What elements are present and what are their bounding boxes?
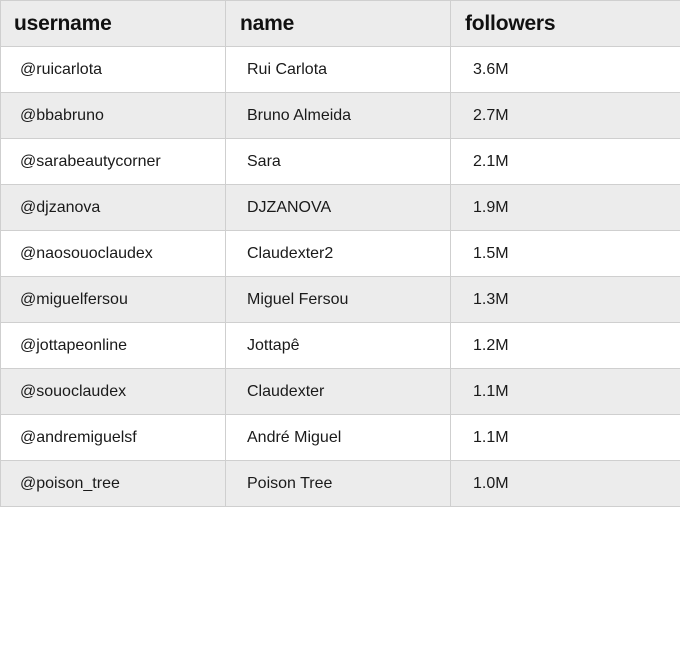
cell-username: @souoclaudex xyxy=(1,369,226,415)
table-row xyxy=(1,139,680,185)
column-header-name: name xyxy=(226,1,451,47)
table-row xyxy=(1,415,680,461)
cell-username: @miguelfersou xyxy=(1,277,226,323)
table-row xyxy=(1,185,680,231)
cell-username: @bbabruno xyxy=(1,93,226,139)
cell-followers: 1.1M xyxy=(451,369,680,415)
cell-followers: 1.9M xyxy=(451,185,680,231)
cell-followers: 1.1M xyxy=(451,415,680,461)
cell-followers: 3.6M xyxy=(451,47,680,93)
table-row xyxy=(1,277,680,323)
cell-name: Bruno Almeida xyxy=(226,93,451,139)
cell-username: @sarabeautycorner xyxy=(1,139,226,185)
column-header-followers: followers xyxy=(451,1,680,47)
cell-name: André Miguel xyxy=(226,415,451,461)
table-row xyxy=(1,461,680,507)
cell-name: Sara xyxy=(226,139,451,185)
cell-name: Poison Tree xyxy=(226,461,451,507)
table-row xyxy=(1,93,680,139)
column-header-username: username xyxy=(1,1,226,47)
table-row xyxy=(1,323,680,369)
cell-username: @naosouoclaudex xyxy=(1,231,226,277)
table-row xyxy=(1,231,680,277)
table-row xyxy=(1,369,680,415)
cell-username: @andremiguelsf xyxy=(1,415,226,461)
header-row xyxy=(1,1,680,47)
cell-followers: 1.2M xyxy=(451,323,680,369)
cell-username: @jottapeonline xyxy=(1,323,226,369)
cell-username: @djzanova xyxy=(1,185,226,231)
cell-followers: 2.7M xyxy=(451,93,680,139)
cell-username: @ruicarlota xyxy=(1,47,226,93)
cell-followers: 1.5M xyxy=(451,231,680,277)
cell-name: Claudexter xyxy=(226,369,451,415)
cell-name: Claudexter2 xyxy=(226,231,451,277)
cell-followers: 1.0M xyxy=(451,461,680,507)
table-header xyxy=(1,1,680,47)
table-body xyxy=(1,47,680,507)
cell-followers: 1.3M xyxy=(451,277,680,323)
cell-followers: 2.1M xyxy=(451,139,680,185)
cell-name: DJZANOVA xyxy=(226,185,451,231)
table-row xyxy=(1,47,680,93)
cell-name: Jottapê xyxy=(226,323,451,369)
cell-name: Miguel Fersou xyxy=(226,277,451,323)
cell-name: Rui Carlota xyxy=(226,47,451,93)
cell-username: @poison_tree xyxy=(1,461,226,507)
